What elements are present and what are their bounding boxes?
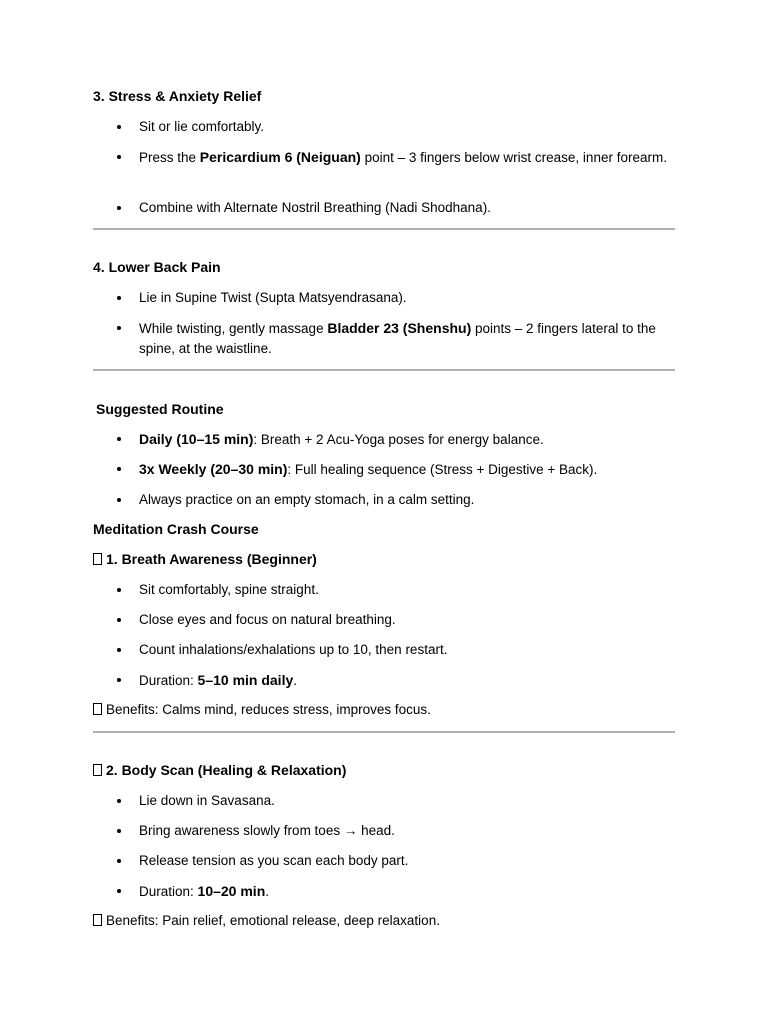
list-item [139, 198, 675, 218]
missing-glyph-icon [93, 703, 102, 715]
list-item [139, 580, 675, 600]
list-item [139, 147, 675, 168]
heading-text: 1. Breath Awareness (Beginner) [106, 551, 317, 567]
benefits-text [93, 700, 431, 720]
list-item [139, 640, 675, 660]
item-text: . [265, 884, 270, 899]
list-item [139, 318, 675, 359]
horizontal-divider [93, 369, 675, 371]
item-text: Duration: [139, 884, 198, 899]
item-text: While twisting, gently massage [139, 321, 328, 336]
section-heading-stress: 3. Stress & Anxiety Relief [93, 88, 262, 104]
section-heading-meditation: Meditation Crash Course [93, 521, 259, 537]
item-text: Press the [139, 150, 200, 165]
heading-text: 2. Body Scan (Healing & Relaxation) [106, 762, 347, 778]
benefits-label: Benefits: Pain relief, emotional release, deep relaxation. [106, 913, 440, 928]
item-text: Lie down in Savasana. [139, 793, 275, 808]
item-bold-text: 3x Weekly (20–30 min) [139, 461, 288, 477]
item-text: Release tension as you scan each body part. [139, 853, 409, 868]
list-item [139, 791, 675, 811]
item-bold-text: 10–20 min [197, 883, 266, 899]
missing-glyph-icon [93, 553, 102, 565]
missing-glyph-icon [93, 764, 102, 776]
benefits-label: Benefits: Calms mind, reduces stress, improves focus. [106, 702, 431, 717]
list-item [139, 459, 675, 480]
item-text: . [293, 673, 298, 688]
item-text: Sit comfortably, spine straight. [139, 582, 319, 597]
item-bold-text: Daily (10–15 min) [139, 431, 254, 447]
horizontal-divider [93, 731, 675, 733]
item-text: : Full healing sequence (Stress + Digestive + Back). [287, 462, 598, 477]
list-item [139, 117, 675, 137]
list-item [139, 851, 675, 871]
list-item [139, 821, 675, 841]
item-text: points – 2 fingers lateral to the spine, at the waistline. [139, 321, 656, 356]
item-text: Duration: [139, 673, 198, 688]
item-text: : Breath + 2 Acu-Yoga poses for energy balance. [253, 432, 544, 447]
section-heading-back: 4. Lower Back Pain [93, 259, 221, 275]
list-item [139, 429, 675, 450]
list-item [139, 881, 675, 902]
section-heading-bodyscan [93, 761, 346, 779]
item-text: Lie in Supine Twist (Supta Matsyendrasana). [139, 290, 407, 305]
list-item [139, 670, 675, 691]
benefits-text [93, 911, 440, 931]
item-bold-text: 5–10 min daily [197, 672, 294, 688]
list-item [139, 288, 675, 308]
item-text: Close eyes and focus on natural breathing. [139, 612, 396, 627]
item-text: Combine with Alternate Nostril Breathing (Nadi Shodhana). [139, 200, 491, 215]
item-text: Sit or lie comfortably. [139, 119, 265, 134]
item-bold-text: Pericardium 6 (Neiguan) [199, 149, 361, 165]
item-text: Count inhalations/exhalations up to 10, then restart. [139, 642, 448, 657]
item-text: Bring awareness slowly from toes → head. [139, 823, 395, 838]
horizontal-divider [93, 228, 675, 230]
item-text: Always practice on an empty stomach, in a calm setting. [139, 492, 475, 507]
item-bold-text: Bladder 23 (Shenshu) [327, 320, 472, 336]
list-item [139, 610, 675, 630]
missing-glyph-icon [93, 914, 102, 926]
section-heading-breath [93, 550, 317, 568]
section-heading-routine: Suggested Routine [96, 401, 224, 417]
list-item [139, 490, 675, 510]
item-text: point – 3 fingers below wrist crease, inner forearm. [360, 150, 667, 165]
